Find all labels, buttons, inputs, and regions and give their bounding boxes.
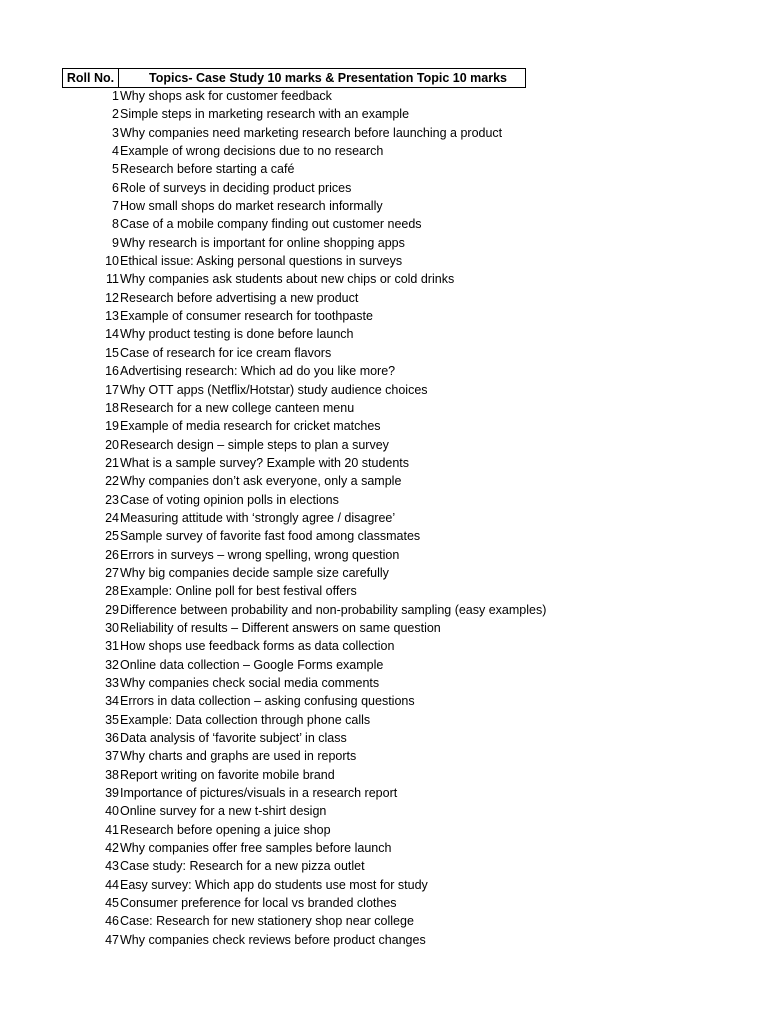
table-row [62,454,762,472]
roll-number: 16 [105,364,119,379]
roll-number: 24 [105,510,119,525]
roll-number: 41 [105,822,119,837]
table-row [62,124,762,142]
table-row [62,160,762,178]
topic-text: Example of consumer research for toothpaste [120,309,373,324]
table-row [62,656,762,674]
topic-text: Errors in data collection – asking confusing questions [120,694,415,709]
topic-text: Example: Online poll for best festival offers [120,584,357,599]
roll-number: 40 [105,804,119,819]
topic-text: Why charts and graphs are used in reports [120,749,357,764]
roll-number: 4 [112,144,119,159]
roll-number: 43 [105,859,119,874]
roll-number: 25 [105,529,119,544]
table-row [62,839,762,857]
table-row [62,215,762,233]
topic-text: Role of surveys in deciding product prices [120,180,352,195]
roll-number: 30 [105,620,119,635]
topic-text: Report writing on favorite mobile brand [120,767,335,782]
topic-text: Why OTT apps (Netflix/Hotstar) study audience choices [120,382,428,397]
topic-text: Online survey for a new t-shirt design [120,804,327,819]
topic-text: Consumer preference for local vs branded clothes [120,896,397,911]
roll-number: 6 [112,180,119,195]
roll-number: 28 [105,584,119,599]
topic-text: Example: Data collection through phone calls [120,712,371,727]
table-row [62,857,762,875]
table-row [62,289,762,307]
table-row [62,747,762,765]
roll-number: 13 [105,309,119,324]
topic-text: Why big companies decide sample size carefully [120,565,389,580]
topic-text: Easy survey: Which app do students use most for study [120,877,428,892]
roll-number: 23 [105,492,119,507]
table-row [62,436,762,454]
table-row [62,711,762,729]
table-row [62,784,762,802]
roll-number: 37 [105,749,119,764]
roll-number: 46 [105,914,119,929]
roll-number: 34 [105,694,119,709]
table-row [62,692,762,710]
table-row [62,931,762,949]
table-row [62,674,762,692]
table-row [62,307,762,325]
roll-number: 36 [105,731,119,746]
table-row [62,601,762,619]
topic-text: Errors in surveys – wrong spelling, wrong question [120,547,400,562]
table-row [62,142,762,160]
table-row [62,766,762,784]
topic-text: Why companies check reviews before product changes [120,932,426,947]
topic-text: How shops use feedback forms as data collection [120,639,395,654]
roll-number: 26 [105,547,119,562]
table-row [62,564,762,582]
roll-number: 12 [105,290,119,305]
topic-text: Case of research for ice cream flavors [120,345,332,360]
roll-number: 18 [105,400,119,415]
topic-text: Case: Research for new stationery shop near college [120,914,414,929]
roll-no-header: Roll No. [62,68,119,88]
table-row [62,472,762,490]
table-row [62,509,762,527]
roll-number: 38 [105,767,119,782]
topic-text: Sample survey of favorite fast food among classmates [120,529,421,544]
topic-text: Reliability of results – Different answers on same question [120,620,441,635]
table-row [62,197,762,215]
topic-text: Research before starting a café [120,162,295,177]
roll-number: 21 [105,455,119,470]
topic-text: Why companies check social media comments [120,676,380,690]
roll-number: 32 [105,657,119,672]
roll-number: 3 [112,125,119,140]
topic-text: Research design – simple steps to plan a survey [120,437,389,452]
topic-text: Importance of pictures/visuals in a research report [120,786,398,801]
table-row [62,582,762,600]
table-row [62,619,762,637]
table-row [62,399,762,417]
roll-number: 5 [112,162,119,177]
topic-text: Why shops ask for customer feedback [120,89,332,103]
topic-text: Research for a new college canteen menu [120,400,355,415]
topic-text: Example of media research for cricket matches [120,419,381,434]
roll-number: 39 [105,786,119,801]
topic-text: Measuring attitude with ‘strongly agree / disagree’ [120,510,396,525]
table-row [62,381,762,399]
roll-number: 20 [105,437,119,452]
table-row [62,894,762,912]
roll-number: 42 [105,841,119,856]
roll-number: 22 [105,474,119,489]
table-row [62,491,762,509]
topic-text: Why companies ask students about new chips or cold drinks [120,272,455,287]
topic-text: Research before advertising a new product [120,290,359,305]
topic-text: Why companies offer free samples before launch [120,841,392,856]
table-row [62,637,762,655]
roll-number: 9 [112,235,119,250]
roll-number: 1 [112,89,119,103]
table-row [62,417,762,435]
topic-text: Advertising research: Which ad do you like more? [120,364,396,379]
roll-number: 35 [105,712,119,727]
table-row [62,912,762,930]
roll-number: 19 [105,419,119,434]
roll-number: 10 [105,254,119,269]
topic-text: Ethical issue: Asking personal questions in surveys [120,254,403,269]
topic-text: What is a sample survey? Example with 20 students [120,455,410,470]
roll-number: 29 [105,602,119,617]
table-row [62,270,762,288]
topic-text: Why research is important for online shopping apps [120,235,405,250]
topic-list [62,87,762,949]
roll-number: 11 [106,272,119,287]
table-row [62,876,762,894]
roll-number: 7 [112,199,119,214]
roll-number: 44 [105,877,119,892]
table-row [62,729,762,747]
topic-text: Research before opening a juice shop [120,822,331,837]
topic-text: How small shops do market research informally [120,199,383,214]
topic-text: Difference between probability and non-probability sampling (easy examples) [120,602,547,617]
table-row [62,87,762,105]
table-row [62,821,762,839]
topic-text: Case study: Research for a new pizza outlet [120,859,365,874]
table-row [62,546,762,564]
topic-text: Online data collection – Google Forms example [120,657,384,672]
roll-number: 14 [105,327,119,342]
table-row [62,252,762,270]
table-row [62,234,762,252]
topic-text: Case of a mobile company finding out customer needs [120,217,422,232]
table-row [62,362,762,380]
topics-header: Topics- Case Study 10 marks & Presentation Topic 10 marks [119,68,526,88]
roll-number: 47 [105,932,119,947]
table-row [62,802,762,820]
table-row [62,325,762,343]
table-row [62,527,762,545]
table-row [62,179,762,197]
roll-number: 17 [105,382,119,397]
topic-text: Why companies need marketing research before launching a product [120,125,503,140]
topic-text: Why product testing is done before launch [120,327,354,342]
topic-text: Data analysis of ‘favorite subject’ in class [120,731,347,746]
roll-number: 8 [112,217,119,232]
table-row [62,344,762,362]
topic-text: Why companies don’t ask everyone, only a sample [120,474,402,489]
roll-number: 45 [105,896,119,911]
table-row [62,105,762,123]
table-header [62,68,526,88]
topic-text: Simple steps in marketing research with an example [120,107,410,122]
roll-number: 15 [105,345,119,360]
topic-text: Case of voting opinion polls in elections [120,492,339,507]
roll-number: 27 [105,565,119,580]
topic-text: Example of wrong decisions due to no research [120,144,384,159]
roll-number: 2 [112,107,119,122]
roll-number: 33 [105,676,119,690]
roll-number: 31 [105,639,119,654]
